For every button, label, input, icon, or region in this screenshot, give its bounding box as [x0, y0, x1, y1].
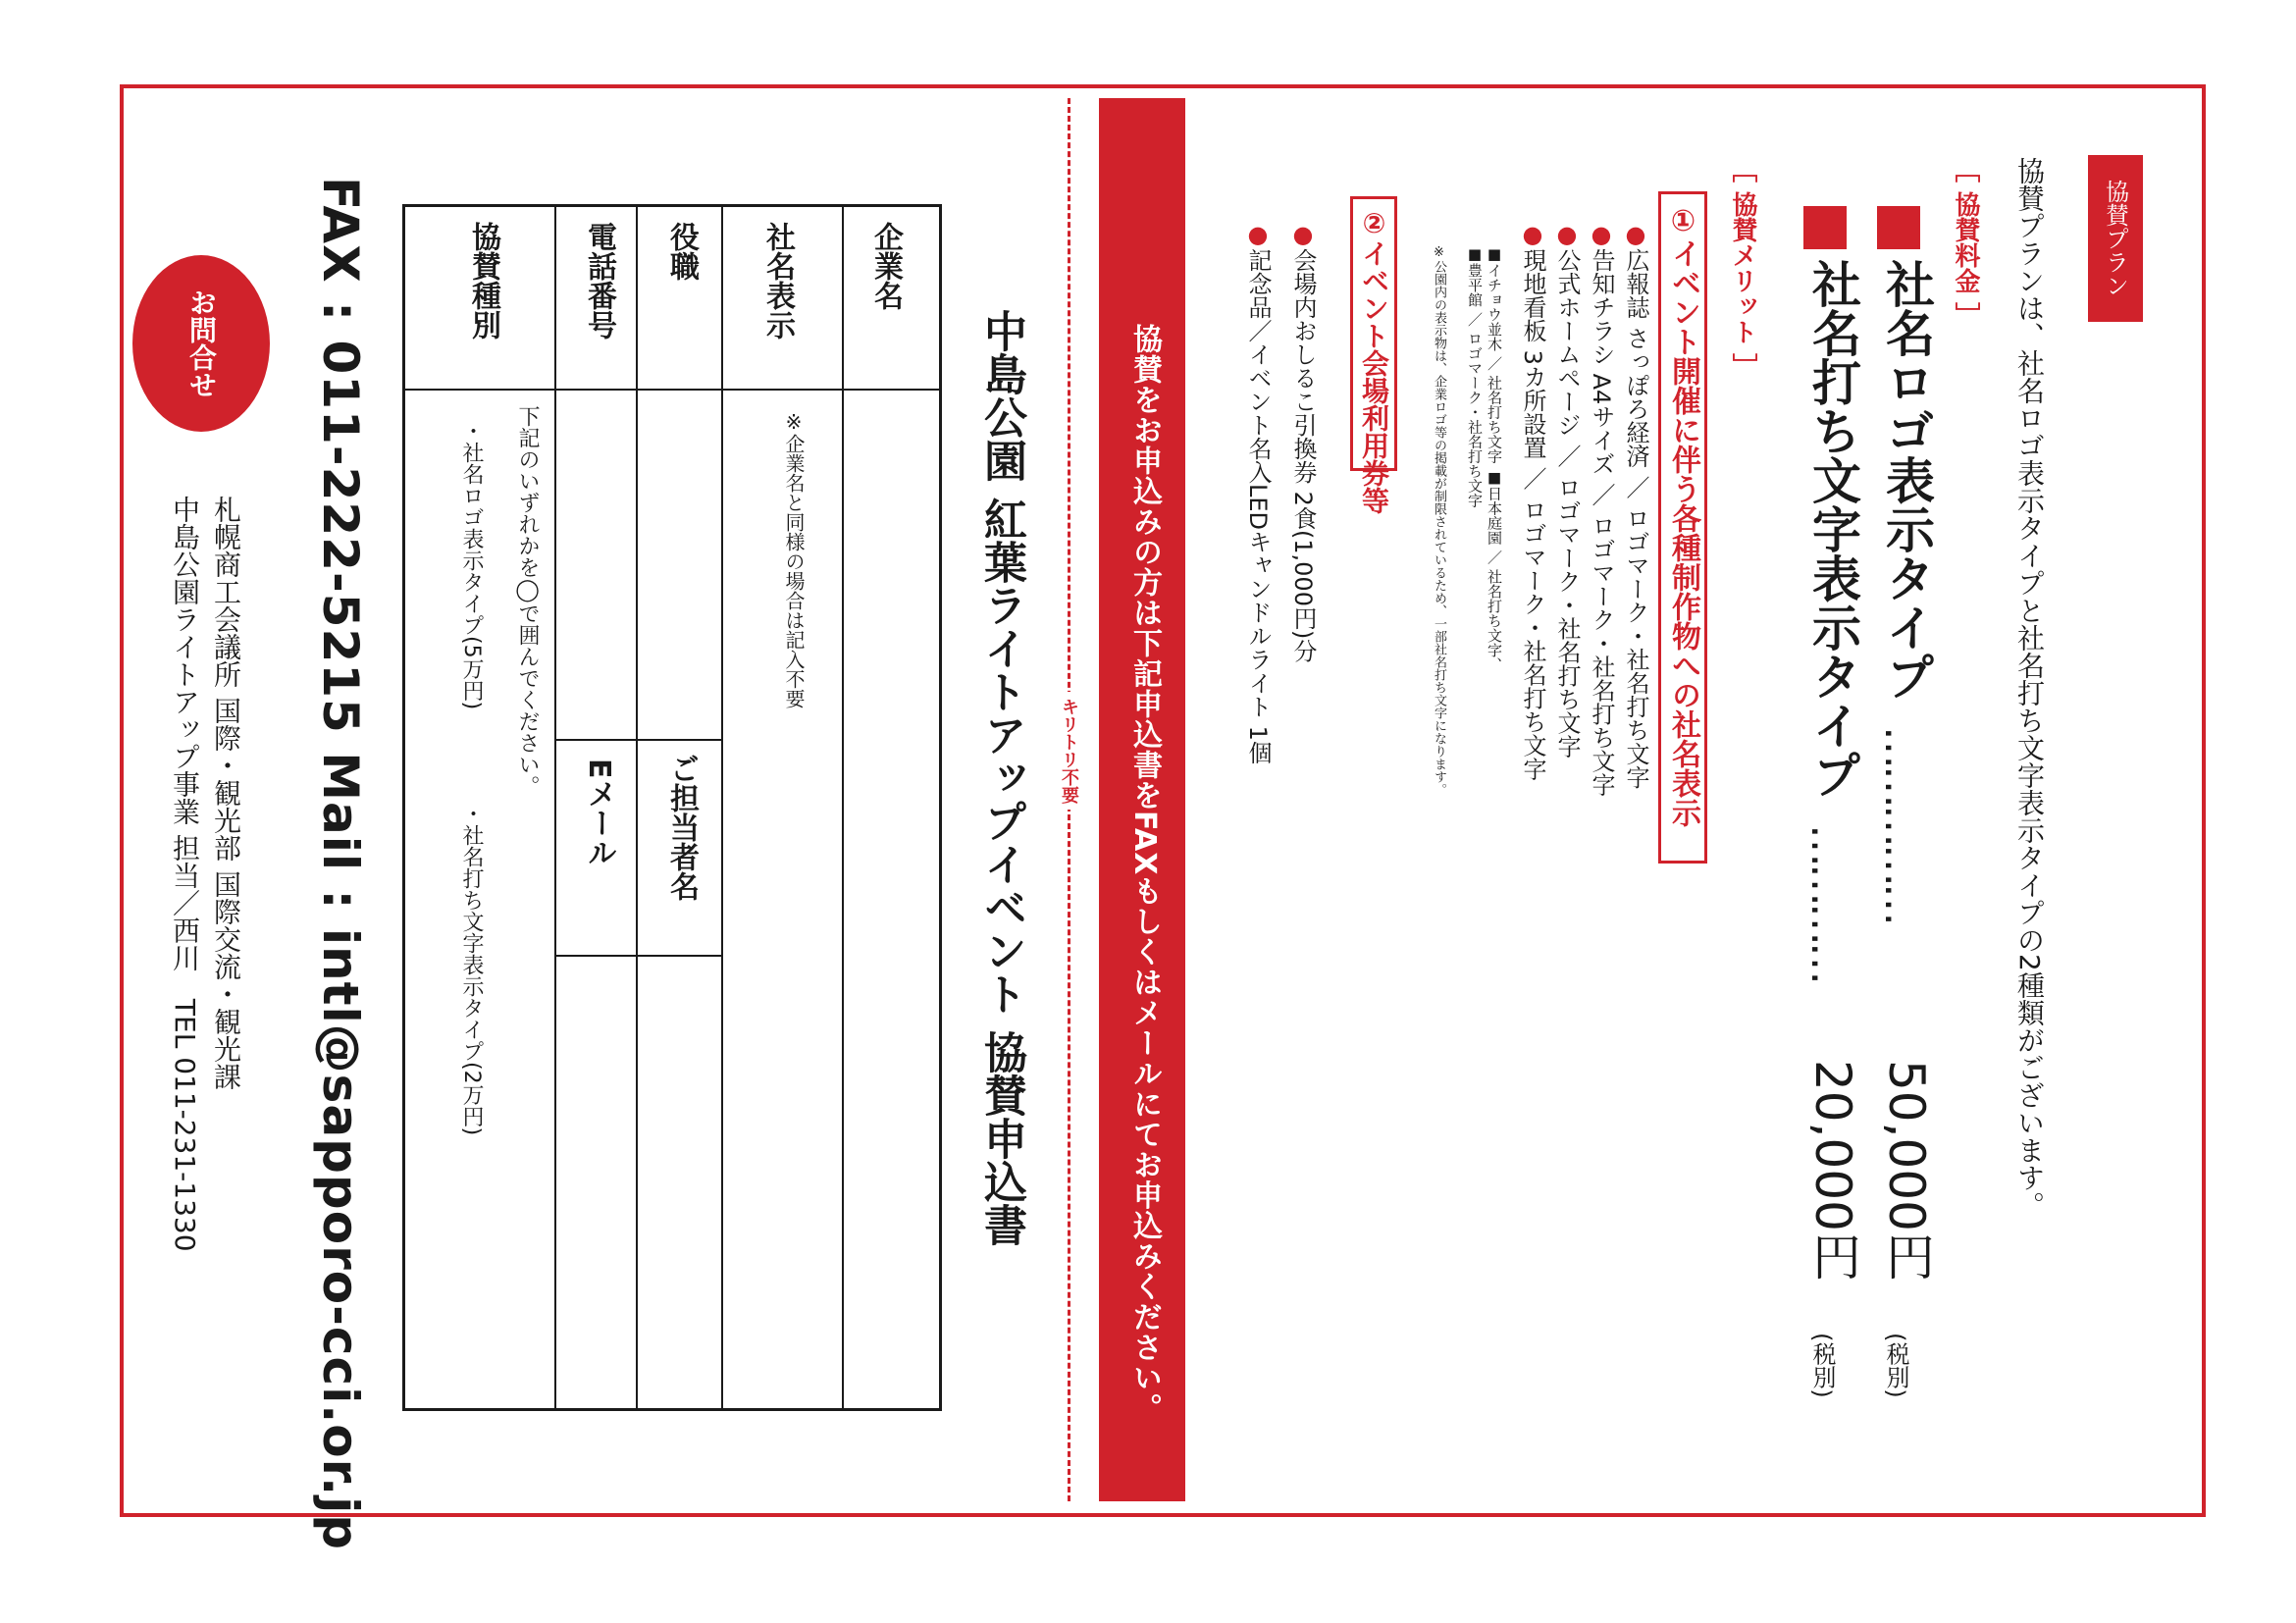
type-note: 下記のいずれかを◯で囲んでください。 [515, 405, 540, 797]
label-phone: 電話番号 [582, 222, 616, 340]
fee-marker [1803, 206, 1847, 249]
fee-name: 社名ロゴ表示タイプ [1878, 259, 1935, 701]
bullet-icon: ● [1519, 221, 1546, 248]
merit2-item: ●会場内おしるこ引換券 2食(1,000円)分 [1289, 221, 1317, 663]
label-email: Eメール [582, 759, 616, 867]
instruction-band [1099, 98, 1185, 1501]
bullet-icon: ● [1622, 221, 1649, 248]
merit2-list [1231, 221, 1330, 810]
fee-marker [1877, 206, 1920, 249]
bullet-icon: ● [1289, 221, 1317, 248]
fee-row-logo [1869, 206, 1935, 1398]
merit-heading: ［ 協賛メリット ］ [1728, 157, 1757, 380]
divider [721, 204, 723, 1411]
merit1-item: ●公式ホームページ ／ ロゴマーク・社名打ち文字 [1553, 221, 1581, 759]
position-input[interactable] [640, 393, 718, 736]
fee-row-text [1796, 206, 1861, 1398]
display-note: ※企業名と同様の場合は記入不要 [782, 410, 806, 708]
bullet-icon: ● [1553, 221, 1581, 248]
divider [554, 204, 556, 1411]
divider [554, 955, 721, 957]
merit1-sub-item: ■豊平館 ／ ロゴマーク・社名打ち文字 [1466, 245, 1484, 508]
type-option-text: ・社名打ち文字表示タイプ(2万円) [459, 803, 484, 1136]
cut-label: キリトリ不要 [1056, 692, 1081, 810]
merit1-title: ①イベント開催に伴う各種制作物への社名表示 [1658, 191, 1707, 864]
merit2-item: ●記念品／イベント名入LEDキャンドルライト 1個 [1244, 221, 1272, 764]
merit1-sub-item: ※公園内の表示物は、企業ロゴ等の掲載が制限されているため、一部社名打ち文字になります。 [1432, 245, 1446, 796]
type-option-logo: ・社名ロゴ表示タイプ(5万円) [459, 420, 484, 710]
email-input[interactable] [557, 958, 634, 1407]
fee-tax: (税別) [1882, 1333, 1909, 1398]
fee-dots: ………… [1801, 824, 1852, 981]
label-position: 役職 [664, 222, 699, 281]
bullet-icon: ● [1588, 221, 1615, 248]
fax-mail-line: FAX : 011-222-5215 Mail : intl@sapporo-cci.or.jp [312, 177, 369, 1551]
label-display-name: 社名表示 [760, 222, 795, 340]
contact-line2: 中島公園ライトアップ事業 担当／西川 TEL 011-231-1330 [169, 496, 201, 1252]
bullet-icon: ● [1244, 221, 1272, 248]
divider [842, 204, 844, 1411]
contact-line1: 札幌商工会議所 国際・観光部 国際交流・観光課 [210, 496, 242, 1090]
label-company: 企業名 [868, 222, 903, 310]
fee-dots: …………… [1875, 726, 1925, 922]
label-sponsor-type: 協賛種別 [466, 222, 500, 340]
fee-name: 社名打ち文字表示タイプ [1804, 259, 1861, 799]
merit1-item: ●広報誌 さっぽろ経済 ／ ロゴマーク・社名打ち文字 [1622, 221, 1649, 789]
phone-input[interactable] [557, 393, 634, 736]
contact-badge: お問合せ [132, 255, 270, 432]
merit1-list [1511, 221, 1648, 888]
display-name-input[interactable] [726, 498, 838, 1407]
company-input[interactable] [846, 393, 938, 1407]
contact-person-input[interactable] [640, 958, 718, 1407]
divider [554, 739, 721, 741]
label-contact-person: ご担当者名 [664, 754, 699, 901]
fee-price: 20,000円 [1804, 1060, 1861, 1281]
merit1-sub-item: ■イチョウ並木 ／ 社名打ち文字 ■日本庭園 ／ 社名打ち文字、 [1486, 245, 1503, 672]
form-title: 中島公園 紅葉ライトアップイベント 協賛申込書 [976, 309, 1026, 1246]
fee-heading: ［ 協賛料金 ］ [1951, 157, 1980, 329]
application-form-table [402, 204, 942, 1411]
plan-intro: 協賛プランは、社名ロゴ表示タイプと社名打ち文字表示タイプの2種類がございます。 [2013, 157, 2046, 1219]
fee-price: 50,000円 [1878, 1060, 1935, 1281]
merit1-item: ●告知チラシ A4サイズ ／ ロゴマーク・社名打ち文字 [1588, 221, 1615, 797]
merit2-title: ②イベント会場利用券等 [1350, 196, 1397, 471]
instruction-text: 協賛をお申込みの方は下記申込書をFAXもしくはメールにてお申込みください。 [1127, 324, 1162, 1424]
merit1-item: ●現地看板 3カ所設置 ／ ロゴマーク・社名打ち文字 [1519, 221, 1546, 781]
divider [636, 204, 638, 1411]
fee-tax: (税別) [1808, 1333, 1836, 1398]
plan-tag: 協賛プラン [2088, 155, 2143, 322]
merit1-sublist [1428, 245, 1506, 903]
